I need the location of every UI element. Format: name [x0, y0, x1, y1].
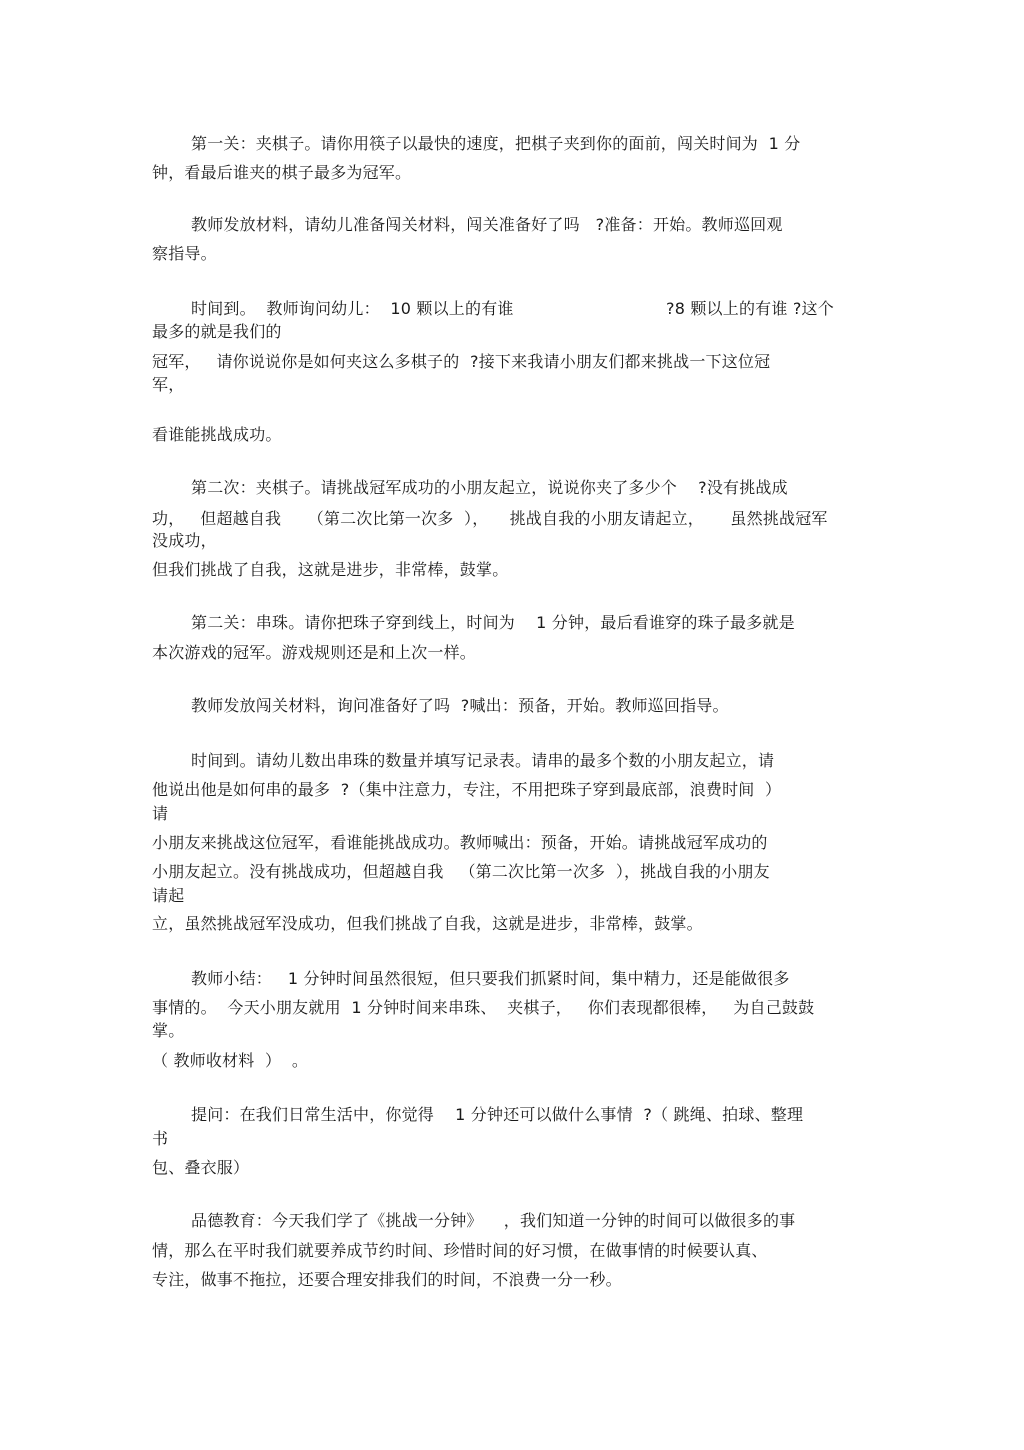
text-line: 请起 — [152, 886, 185, 905]
text-line: 书 — [152, 1129, 169, 1148]
text-line: 第二关：串珠。请你把珠子穿到线上，时间为 1 分钟，最后看谁穿的珠子最多就是 — [191, 613, 795, 632]
text-line: 察指导。 — [152, 244, 217, 263]
text-line: 本次游戏的冠军。游戏规则还是和上次一样。 — [152, 643, 477, 662]
text-line: 时间到。请幼儿数出串珠的数量并填写记录表。请串的最多个数的小朋友起立，请 — [191, 751, 775, 770]
text-line: 提问：在我们日常生活中，你觉得 1 分钟还可以做什么事情 ?（ 跳绳、拍球、整理 — [191, 1105, 804, 1124]
text-line: （ 教师收材料 ） 。 — [152, 1051, 309, 1070]
text-line: 立，虽然挑战冠军没成功，但我们挑战了自我，这就是进步，非常棒，鼓掌。 — [152, 914, 703, 933]
text-line: 教师发放材料，请幼儿准备闯关材料，闯关准备好了吗 ?准备：开始。教师巡回观 — [191, 215, 783, 234]
text-line: 小朋友起立。没有挑战成功，但超越自我 （第二次比第一次多 ），挑战自我的小朋友 — [152, 862, 770, 881]
text-line: 功， 但超越自我 （第二次比第一次多 ）， 挑战自我的小朋友请起立， 虽然挑战冠军 — [152, 509, 828, 528]
text-line: 最多的就是我们的 — [152, 322, 282, 341]
text-line: 教师发放闯关材料，询问准备好了吗 ?喊出：预备，开始。教师巡回指导。 — [191, 696, 729, 715]
text-line: 时间到。 教师询问幼儿： 10 颗以上的有谁 — [191, 299, 514, 318]
text-line: 专注，做事不拖拉，还要合理安排我们的时间，不浪费一分一秒。 — [152, 1270, 622, 1289]
text-line: 军， — [152, 375, 185, 394]
text-line: 没成功， — [152, 531, 217, 550]
text-line: 掌。 — [152, 1021, 185, 1040]
text-line: 事情的。 今天小朋友就用 1 分钟时间来串珠、 夹棋子， 你们表现都很棒， 为自己鼓鼓 — [152, 998, 815, 1017]
text-line: 教师小结： 1 分钟时间虽然很短，但只要我们抓紧时间，集中精力，还是能做很多 — [191, 969, 790, 988]
text-line: 看谁能挑战成功。 — [152, 425, 282, 444]
text-line: ?8 颗以上的有谁 ?这个 — [666, 299, 834, 318]
text-line: 包、叠衣服） — [152, 1158, 250, 1177]
text-line: 请 — [152, 804, 169, 823]
text-line: 品德教育：今天我们学了《挑战一分钟》 ，我们知道一分钟的时间可以做很多的事 — [191, 1211, 796, 1230]
text-line: 钟，看最后谁夹的棋子最多为冠军。 — [152, 163, 412, 182]
text-line: 情，那么在平时我们就要养成节约时间、珍惜时间的好习惯，在做事情的时候要认真、 — [152, 1241, 768, 1260]
text-line: 但我们挑战了自我，这就是进步，非常棒，鼓掌。 — [152, 560, 509, 579]
text-line: 冠军， 请你说说你是如何夹这么多棋子的 ?接下来我请小朋友们都来挑战一下这位冠 — [152, 352, 771, 371]
text-line: 小朋友来挑战这位冠军，看谁能挑战成功。教师喊出：预备，开始。请挑战冠军成功的 — [152, 833, 768, 852]
text-line: 第二次：夹棋子。请挑战冠军成功的小朋友起立，说说你夹了多少个 ?没有挑战成 — [191, 478, 788, 497]
text-line: 第一关：夹棋子。请你用筷子以最快的速度，把棋子夹到你的面前，闯关时间为 1 分 — [191, 134, 801, 153]
text-line: 他说出他是如何串的最多 ?（集中注意力，专注，不用把珠子穿到最底部，浪费时间 ） — [152, 780, 782, 799]
